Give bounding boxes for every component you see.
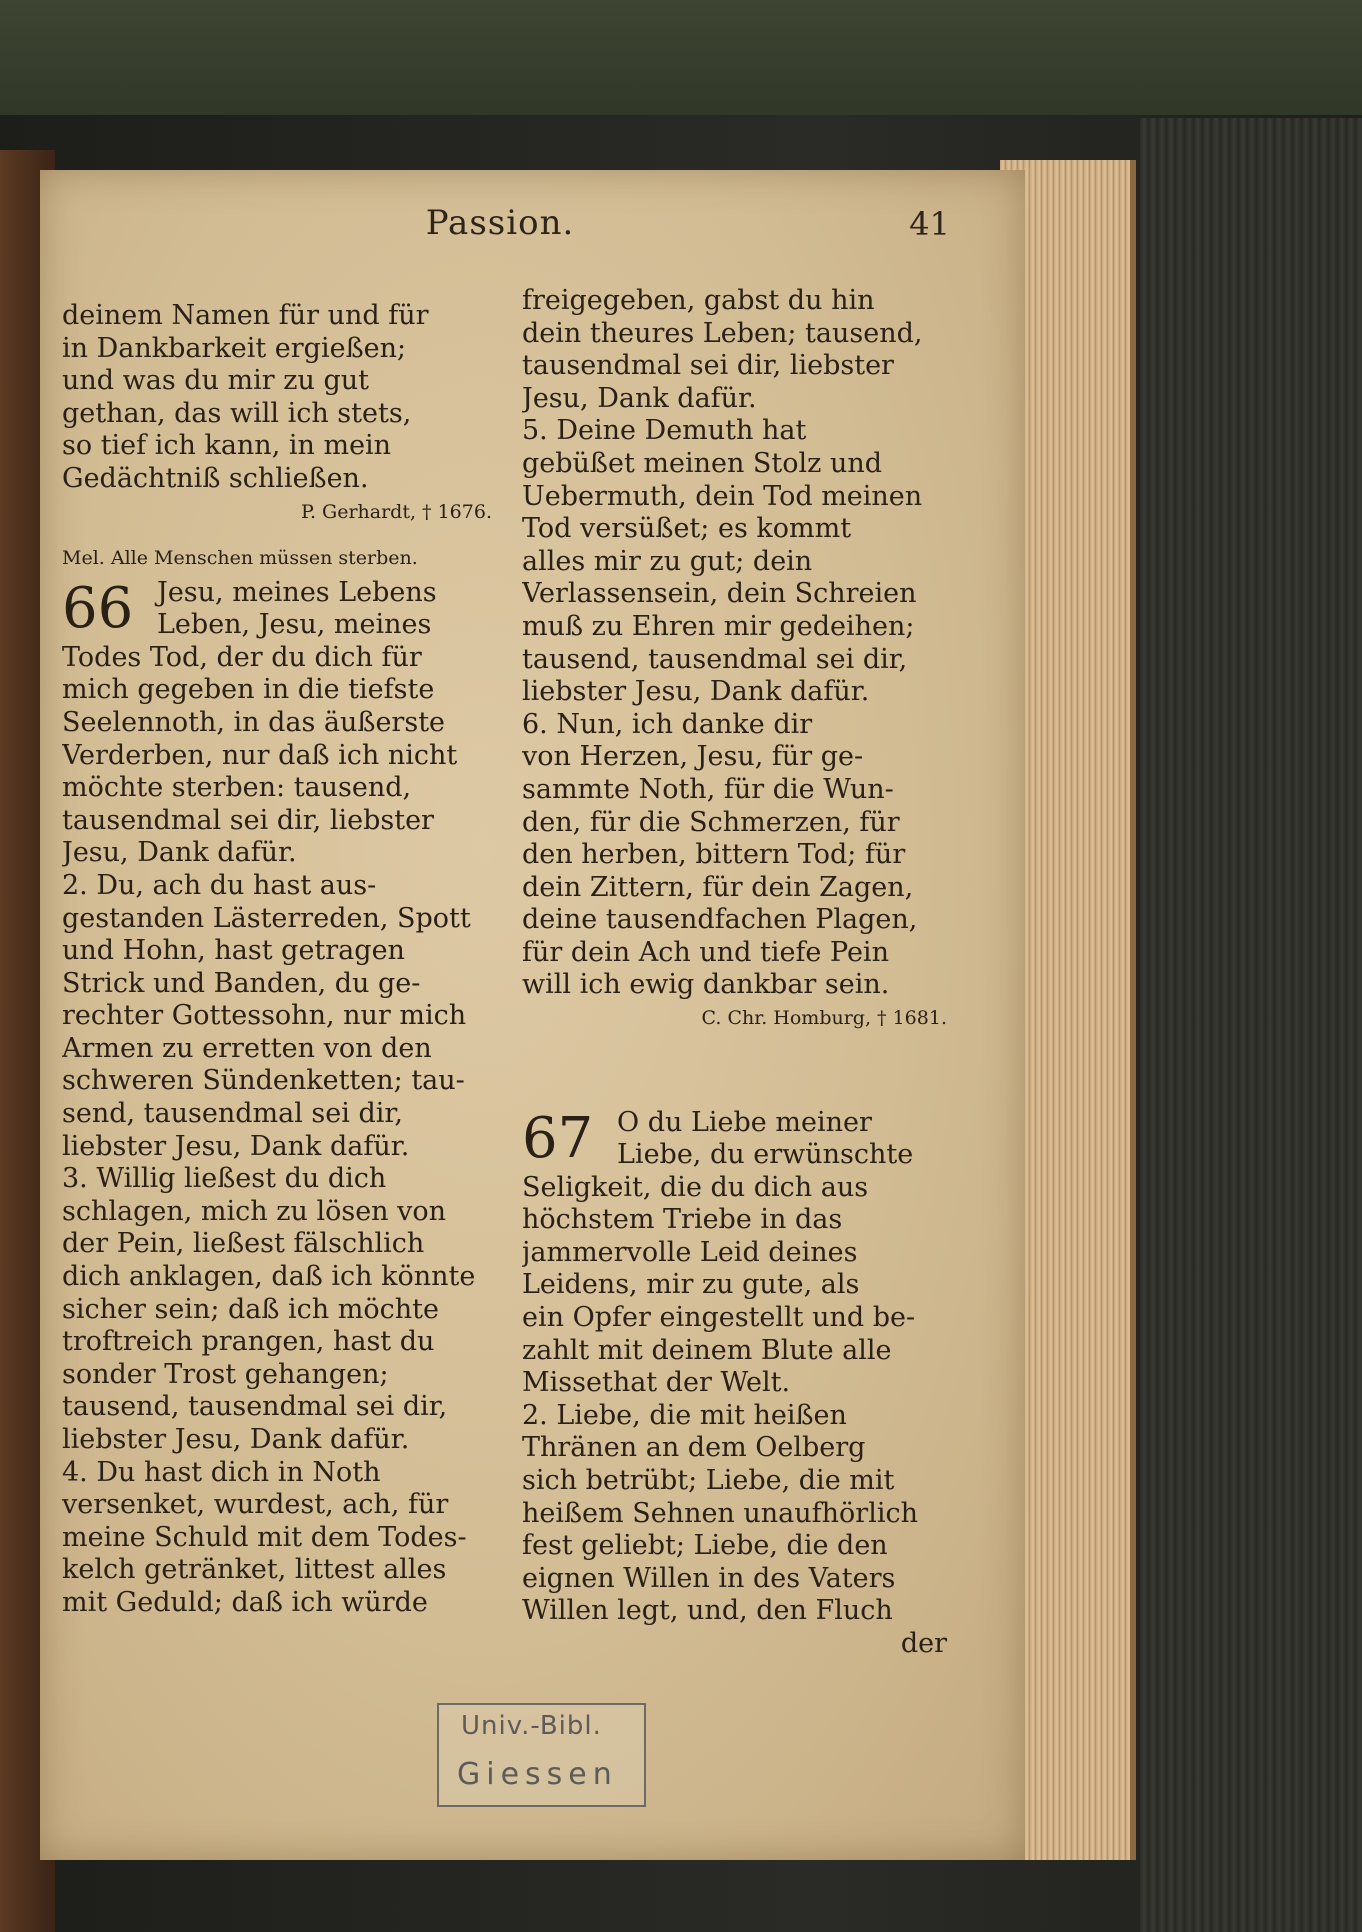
text-line: Strick und Banden, du ge-: [62, 967, 421, 999]
hymn-number: 67: [522, 1105, 594, 1171]
text-line: Seligkeit, die du dich aus: [522, 1171, 869, 1203]
text-line: dein theures Leben; tausend,: [522, 317, 923, 349]
text-line: mit Geduld; daß ich würde: [62, 1586, 428, 1618]
text-line: sammte Noth, für die Wun-: [522, 773, 894, 805]
text-line: send, tausendmal sei dir,: [62, 1098, 403, 1130]
text-line: Verlassensein, dein Schreien: [522, 578, 917, 610]
text-line: für dein Ach und tiefe Pein: [522, 936, 889, 968]
text-line: schlagen, mich zu lösen von: [62, 1195, 447, 1227]
text-line: sonder Trost gehangen;: [62, 1358, 389, 1390]
hymn-number: 66: [62, 575, 134, 641]
text-line: den herben, bittern Tod; für: [522, 839, 906, 871]
text-line: liebster Jesu, Dank dafür.: [62, 1130, 410, 1162]
library-stamp: [437, 1703, 646, 1807]
text-line: Willen legt, und, den Fluch: [522, 1595, 893, 1627]
text-line: höchstem Triebe in das: [522, 1204, 843, 1236]
text-line: schweren Sündenketten; tau-: [62, 1065, 465, 1097]
text-line: und Hohn, hast getragen: [62, 935, 405, 967]
text-line: tausend, tausendmal sei dir,: [62, 1391, 448, 1423]
section-gap: [522, 1035, 957, 1105]
text-line: tausendmal sei dir, liebster: [62, 804, 434, 836]
text-line: muß zu Ehren mir gedeihen;: [522, 610, 915, 642]
text-line: von Herzen, Jesu, für ge-: [522, 741, 864, 773]
text-line: Todes Tod, der du dich für: [62, 641, 422, 673]
text-line: fest geliebt; Liebe, die den: [522, 1530, 888, 1562]
text-line: und was du mir zu gut: [62, 365, 369, 397]
text-line: sich betrübt; Liebe, die mit: [522, 1465, 895, 1496]
running-header: Passion.: [425, 203, 575, 243]
author-attribution: C. Chr. Homburg, † 1681.: [701, 1007, 947, 1030]
text-line: kelch getränket, littest alles: [62, 1554, 447, 1586]
text-line: Leidens, mir zu gute, als: [522, 1269, 860, 1301]
text-line: sicher sein; daß ich möchte: [62, 1293, 439, 1325]
text-line: Gedächtniß schließen.: [62, 462, 369, 494]
text-line: Armen zu erretten von den: [62, 1032, 432, 1064]
text-line: Verderben, nur daß ich nicht: [62, 739, 458, 771]
hymn-first-line: O du Liebe meiner: [617, 1106, 872, 1138]
text-line: meine Schuld mit dem Todes-: [62, 1521, 467, 1553]
text-line: rechter Gottessohn, nur mich: [62, 1000, 467, 1032]
text-line: Uebermuth, dein Tod meinen: [522, 480, 923, 512]
text-line: tausendmal sei dir, liebster: [522, 350, 894, 382]
text-line: den, für die Schmerzen, für: [522, 806, 900, 838]
text-line: Missethat der Welt.: [522, 1367, 791, 1399]
text-line: gebüßet meinen Stolz und: [522, 447, 883, 479]
text-line: 2. Liebe, die mit heißen: [522, 1399, 847, 1431]
text-line: deinem Namen für und für: [62, 300, 429, 331]
text-line: 6. Nun, ich danke dir: [522, 708, 813, 740]
text-line: möchte sterben: tausend,: [62, 772, 412, 804]
text-line: eignen Willen in des Vaters: [522, 1562, 896, 1594]
right-column: [522, 285, 957, 1661]
text-line: versenket, wurdest, ach, für: [62, 1489, 449, 1521]
book-cover-edge: [1140, 118, 1362, 1932]
text-line: heißem Sehnen unaufhörlich: [522, 1497, 918, 1529]
stamp-line-2: Giessen: [457, 1757, 618, 1792]
text-line: dich anklagen, daß ich könnte: [62, 1261, 476, 1293]
author-attribution: P. Gerhardt, † 1676.: [301, 500, 492, 523]
text-line: troftreich prangen, hast du: [62, 1326, 435, 1358]
hymn-second-line: Liebe, du erwünschte: [617, 1138, 914, 1170]
left-column: [62, 300, 502, 1620]
text-line: der Pein, ließest fälschlich: [62, 1228, 425, 1260]
hymn-first-line: Jesu, meines Lebens: [157, 576, 437, 608]
text-line: tausend, tausendmal sei dir,: [522, 643, 908, 675]
hymn-67-heading: [522, 1107, 957, 1172]
text-line: 4. Du hast dich in Noth: [62, 1456, 381, 1488]
text-line: so tief ich kann, in mein: [62, 430, 392, 462]
text-line: Thränen an dem Oelberg: [522, 1432, 866, 1464]
text-line: mich gegeben in die tiefste: [62, 674, 435, 706]
text-line: Jesu, Dank dafür.: [62, 837, 297, 869]
hymn-second-line: Leben, Jesu, meines: [157, 608, 432, 640]
text-line: liebster Jesu, Dank dafür.: [522, 676, 870, 708]
text-line: zahlt mit deinem Blute alle: [522, 1334, 892, 1366]
text-line: ein Opfer eingestellt und be-: [522, 1302, 916, 1334]
hymn-66-heading: [62, 577, 502, 642]
text-line: deine tausendfachen Plagen,: [522, 904, 918, 936]
text-line: 2. Du, ach du hast aus-: [62, 869, 377, 901]
text-line: jammervolle Leid deines: [522, 1236, 858, 1268]
catchword: der: [900, 1627, 947, 1659]
text-line: Seelennoth, in das äußerste: [62, 706, 446, 738]
text-line: Tod versüßet; es kommt: [522, 513, 852, 545]
text-line: will ich ewig dankbar sein.: [522, 969, 890, 1001]
stamp-line-1: Univ.-Bibl.: [461, 1711, 602, 1741]
text-line: dein Zittern, für dein Zagen,: [522, 871, 914, 903]
text-line: 3. Willig ließest du dich: [62, 1163, 387, 1195]
text-line: gestanden Lästerreden, Spott: [62, 902, 471, 934]
text-line: liebster Jesu, Dank dafür.: [62, 1424, 410, 1455]
text-line: 5. Deine Demuth hat: [522, 415, 807, 447]
page-number: 41: [909, 205, 950, 243]
text-line: Jesu, Dank dafür.: [522, 382, 757, 414]
text-line: gethan, das will ich stets,: [62, 397, 412, 429]
melody-note: Mel. Alle Menschen müssen sterben.: [62, 547, 418, 570]
text-line: freigegeben, gabst du hin: [522, 285, 875, 316]
text-line: alles mir zu gut; dein: [522, 545, 813, 577]
text-line: in Dankbarkeit ergießen;: [62, 332, 407, 364]
